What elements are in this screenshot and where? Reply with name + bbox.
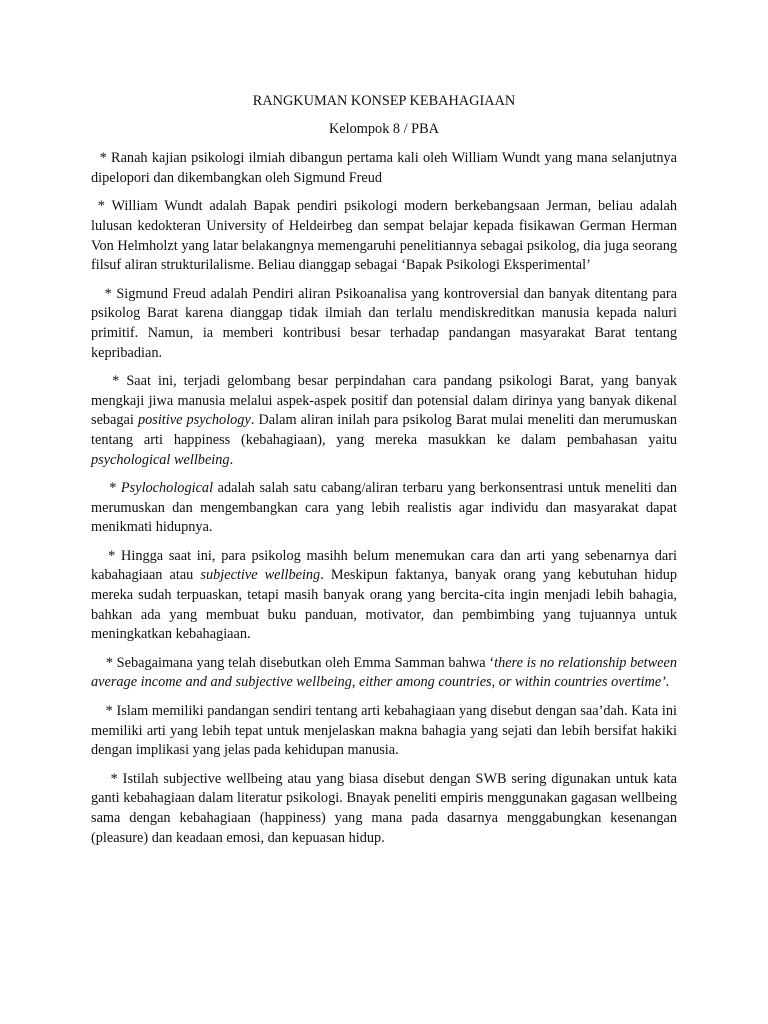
document-body [91, 92, 677, 848]
document-title: RANGKUMAN KONSEP KEBAHAGIAAN [252, 93, 516, 109]
italic-text: subjective wellbeing [200, 567, 321, 584]
paragraph [91, 149, 677, 188]
italic-text: Psylochological [120, 480, 214, 497]
italic-text: psychological wellbeing [91, 451, 230, 468]
paragraph-indent [91, 548, 108, 564]
paragraph-text: adalah salah satu cabang/aliran terbaru yang berkonsentrasi untuk meneliti dan merumuskan dan mengembangkan cara yang lebih realistis agar individu dan masyarakat dapat menikmati hidupnya. [91, 480, 677, 536]
paragraph-indent [91, 373, 112, 389]
italic-text: there is no relationship between average income and and subjective wellbeing, either among countries, or within countries overtime’. [91, 654, 678, 691]
paragraph-text: . Meskipun faktanya, banyak orang yang kebutuhan hidup mereka sudah terpuaskan, tetapi masih banyak orang yang bercita-cita ingin menjadi lebih bahagia, bahkan ada yang membuat buku panduan, motivator, dan pembimbing yang tujuannya untuk meningkatkan kebahagiaan. [91, 567, 677, 643]
paragraph-text: * Sebagaimana yang telah disebutkan oleh Emma Samman bahwa ‘ [105, 654, 495, 671]
paragraph-indent [91, 198, 98, 214]
italic-text: positive psychology [137, 412, 251, 429]
paragraph-text: * Sigmund Freud adalah Pendiri aliran Psikoanalisa yang kontroversial dan banyak ditentang para psikolog Barat karena dianggap tidak ilmiah dan terlalu mendiskreditkan manusia kepada naluri primitif. Namun, ia memberi kontribusi besar terhadap pandangan masyarakat Barat tentang kepribadian. [91, 285, 677, 361]
paragraph-indent [91, 655, 106, 671]
document-subtitle: Kelompok 8 / PBA [328, 120, 439, 137]
paragraph [91, 654, 677, 693]
paragraph-text: * Hingga saat ini, para psikolog masihh belum menemukan cara dan arti yang sebenarnya dari kabahagiaan atau [91, 547, 677, 584]
paragraph-indent [91, 771, 111, 787]
paragraph [91, 702, 677, 761]
paragraph-text: * Ranah kajian psikologi ilmiah dibangun pertama kali oleh William Wundt yang mana selanjutnya dipelopori dan dikembangkan oleh Sigmund Freud [91, 150, 677, 186]
paragraph-indent [91, 150, 100, 166]
paragraph [91, 372, 677, 470]
paragraph [91, 479, 677, 538]
paragraph [91, 197, 677, 275]
paragraph [91, 285, 677, 363]
paragraph-text: . [229, 451, 234, 468]
paragraph-text: * Istilah subjective wellbeing atau yang biasa disebut dengan SWB sering digunakan untuk kata ganti kebahagiaan dalam literatur psikologi. Bnayak peneliti empiris menggunakan gagasan wellbeing sama dengan kebahagiaan (happiness) yang mana pada dasarnya menggabungkan kesenangan (pleasure) dan keadaan emosi, dan kepuasan hidup. [91, 770, 678, 846]
paragraph [91, 547, 677, 645]
paragraph [91, 770, 677, 848]
paragraph-indent [91, 286, 105, 302]
paragraph-text: * William Wundt adalah Bapak pendiri psikologi modern berkebangsaan Jerman, beliau adalah lulusan kedokteran University of Heldeirbeg dan sempat belajar kepada fisikawan German Herman Von Helmholzt yang latar belakangnya memengaruhi penelitiannya sebagai psikolog, dia juga seorang filsuf aliran strukturilalisme. Beliau dianggap sebagai ‘Bapak Psikologi Eksperimental’ [91, 198, 678, 274]
paragraph-text: * [109, 480, 121, 497]
paragraph-indent [91, 703, 106, 719]
paragraph-indent [91, 480, 109, 496]
paragraph-text: . Dalam aliran inilah para psikolog Barat mulai meneliti dan merumuskan tentang arti happiness (kebahagiaan), yang mereka masukkan ke dalam pembahasan yaitu [91, 412, 678, 448]
paragraph-text: * Islam memiliki pandangan sendiri tentang arti kebahagiaan yang disebut dengan saa’dah. Kata ini memiliki arti yang lebih tepat untuk menjelaskan makna bahagia yang sejati dan lebih bersifat hakiki dengan implikasi yang jelas pada kehidupan manusia. [91, 703, 677, 759]
paragraph-text: * Saat ini, terjadi gelombang besar perpindahan cara pandang psikologi Barat, yang banyak mengkaji jiwa manusia melalui aspek-aspek positif dan potensial dalam dirinya yang banyak dikenal sebagai [91, 373, 677, 429]
